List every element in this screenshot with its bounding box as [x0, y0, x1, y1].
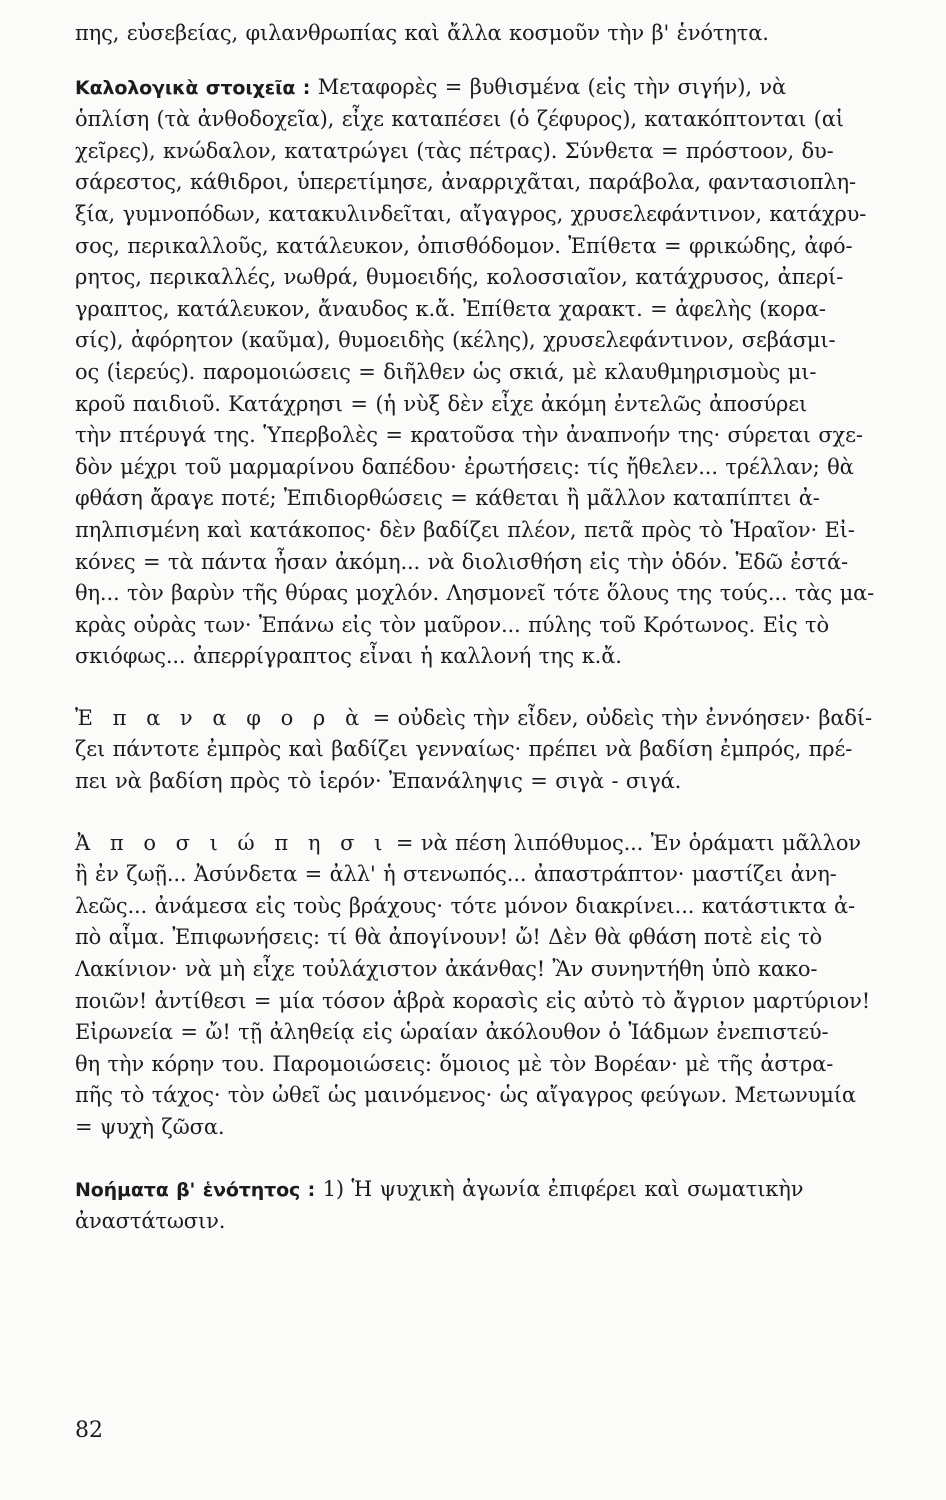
text-line: φθάση ἄραγε ποτέ; Ἐπιδιορθώσεις = κάθεται ἢ μᾶλλον καταπίπτει ἀ- [75, 486, 820, 511]
text-line: ποιῶν! ἀντίθεσι = μία τόσον ἁβρὰ κορασὶς εἰς αὐτὸ τὸ ἄγριον μαρτύριον! [75, 988, 871, 1013]
text-line: ος (ἱερεύς). παρομοιώσεις = διῆλθεν ὡς σκιά, μὲ κλαυθμηρισμοὺς μι- [75, 359, 817, 384]
text-line [75, 1174, 918, 1207]
text-line: σος, περικαλλοῦς, κατάλευκον, ὀπισθόδομον. Ἐπίθετα = φρικώδης, ἀφό- [75, 233, 853, 258]
paragraph-spacer [75, 673, 918, 703]
text-line: πηλπισμένη καὶ κατάκοπος· δὲν βαδίζει πλέον, πετᾶ πρὸς τὸ Ἡραῖον· Εἰ- [75, 517, 855, 542]
paragraph-epanafora [75, 703, 918, 798]
paragraph-kalologika [75, 72, 918, 673]
paragraph-spacer [75, 1144, 918, 1174]
text-line: πης, εὐσεβείας, φιλανθρωπίας καὶ ἄλλα κοσμοῦν τὴν β' ἑνότητα. [75, 21, 769, 45]
text-line: ἀναστάτωσιν. [75, 1209, 226, 1234]
text-line: σίς), ἀφόρητον (καῦμα), θυμοειδὴς (κέλης), χρυσελεφάντινον, σεβάσμι- [75, 328, 836, 353]
text-line [75, 828, 918, 860]
text-line [75, 703, 918, 735]
section-heading: Νοήματα β' ἑνότητος : [75, 1178, 316, 1201]
text-run: = νὰ πέση λιπόθυμος... Ἐν ὁράματι μᾶλλον [388, 830, 861, 855]
paragraph-noimata [75, 1174, 918, 1238]
text-line: κόνες = τὰ πάντα ἦσαν ἀκόμη... νὰ διολισθήση εἰς τὴν ὁδόν. Ἐδῶ ἐστά- [75, 549, 848, 574]
text-line: ὁπλίση (τὰ ἀνθοδοχεῖα), εἶχε καταπέσει (ὁ ζέφυρος), κατακόπτονται (αἱ [75, 107, 844, 132]
text-line: θη τὴν κόρην του. Παρομοιώσεις: ὅμοιος μὲ τὸν Βορέαν· μὲ τῆς ἀστρα- [75, 1051, 834, 1076]
text-line: Εἰρωνεία = ὤ! τῇ ἀληθείᾳ εἰς ὡραίαν ἀκόλουθον ὁ Ἰάδμων ἐνεπιστεύ- [75, 1020, 829, 1045]
text-line: θη... τὸν βαρὺν τῆς θύρας μοχλόν. Λησμονεῖ τότε ὅλους της τούς... τὰς μα- [75, 581, 875, 606]
text-line: πὸ αἷμα. Ἐπιφωνήσεις: τί θὰ ἀπογίνουν! ὤ! Δὲν θὰ φθάση ποτὲ εἰς τὸ [75, 925, 822, 950]
text-line: = ψυχὴ ζῶσα. [75, 1115, 225, 1139]
text-run: 1) Ἡ ψυχικὴ ἀγωνία ἐπιφέρει καὶ σωματικὴν [315, 1176, 804, 1201]
text-run: Μεταφορὲς = βυθισμένα (εἰς τὴν σιγήν), νὰ [310, 74, 787, 99]
paragraph-spacer [75, 50, 918, 72]
text-line: Λακίνιον· νὰ μὴ εἶχε τοὐλάχιστον ἀκάνθας! Ἂν συνηντήθη ὑπὸ κακο- [75, 957, 818, 982]
text-line [75, 72, 918, 105]
text-line: χεῖρες), κνώδαλον, κατατρώγει (τὰς πέτρας). Σύνθετα = πρόστοον, δυ- [75, 138, 834, 163]
text-line: κρὰς οὐρὰς των· Ἐπάνω εἰς τὸν μαῦρον... πύλης τοῦ Κρότωνος. Εἰς τὸ [75, 612, 829, 637]
paragraph-aposiopisi [75, 828, 918, 1144]
text-line: τὴν πτέρυγά της. Ὑπερβολὲς = κρατοῦσα τὴν ἀναπνοήν της· σύρεται σχε- [75, 423, 863, 448]
spaced-term: Ἀ π ο σ ι ώ π η σ ι [75, 830, 389, 855]
text-line: ἢ ἐν ζωῇ... Ἀσύνδετα = ἀλλ' ἡ στενωπός... ἀπαστράπτον· μαστίζει ἀνη- [75, 862, 837, 887]
text-line: δὸν μέχρι τοῦ μαρμαρίνου δαπέδου· ἐρωτήσεις: τίς ἤθελεν... τρέλλαν; θὰ [75, 454, 854, 479]
text-line: γραπτος, κατάλευκον, ἄναυδος κ.ἄ. Ἐπίθετα χαρακτ. = ἀφελὴς (κορα- [75, 296, 826, 321]
text-line: σκιόφως... ἀπερρίγραπτος εἶναι ἡ καλλονή της κ.ἄ. [75, 644, 622, 669]
text-line: ζει πάντοτε ἐμπρὸς καὶ βαδίζει γενναίως· πρέπει νὰ βαδίση ἐμπρός, πρέ- [75, 737, 853, 762]
page-number: 82 [75, 1418, 103, 1443]
spaced-term: Ἐ π α ν α φ ο ρ ὰ [75, 705, 366, 730]
paragraph-spacer [75, 798, 918, 828]
text-line: ρητος, περικαλλές, νωθρά, θυμοειδής, κολοσσιαῖον, κατάχρυσος, ἀπερί- [75, 265, 844, 290]
paragraph-continuation [75, 18, 918, 50]
section-heading: Καλολογικὰ στοιχεῖα : [75, 76, 311, 99]
text-line: ξία, γυμνοπόδων, κατακυλινδεῖται, αἴγαγρος, χρυσελεφάντινον, κατάχρυ- [75, 201, 867, 226]
text-run: = οὐδεὶς τὴν εἶδεν, οὐδεὶς τὴν ἐννόησεν· βαδί- [365, 705, 872, 730]
text-line: κροῦ παιδιοῦ. Κατάχρησι = (ἡ νὺξ δὲν εἶχε ἀκόμη ἐντελῶς ἀποσύρει [75, 391, 808, 416]
text-line: λεῶς... ἀνάμεσα εἰς τοὺς βράχους· τότε μόνον διακρίνει... κατάστικτα ἀ- [75, 893, 855, 918]
text-line: σάρεστος, κάθιδροι, ὑπερετίμησε, ἀναρριχᾶται, παράβολα, φαντασιοπλη- [75, 170, 856, 195]
text-line: πει νὰ βαδίση πρὸς τὸ ἱερόν· Ἐπανάληψις = σιγὰ - σιγά. [75, 769, 682, 794]
text-line: πῆς τὸ τάχος· τὸν ὠθεῖ ὡς μαινόμενος· ὡς αἴγαγρος φεύγων. Μετωνυμία [75, 1083, 856, 1108]
